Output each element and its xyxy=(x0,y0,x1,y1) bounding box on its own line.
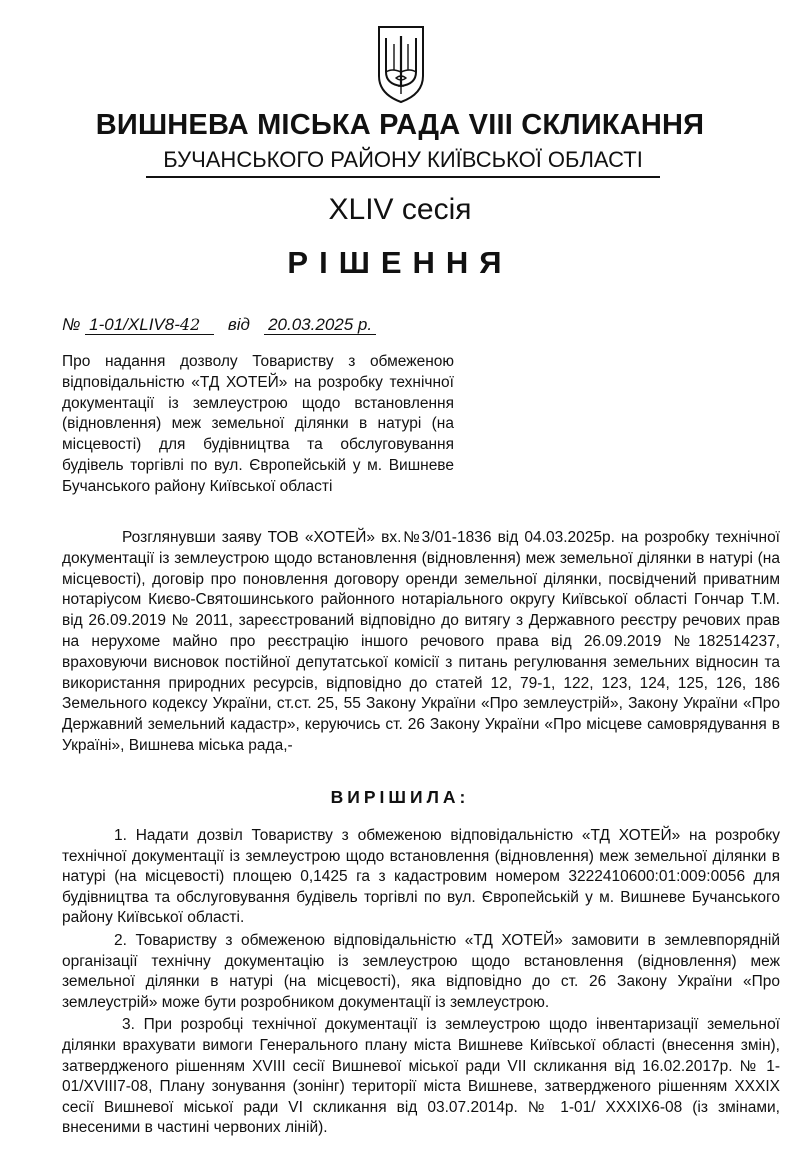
council-district: БУЧАНСЬКОГО РАЙОНУ КИЇВСЬКОЇ ОБЛАСТІ xyxy=(146,146,660,178)
number-prefix: № xyxy=(62,315,81,334)
subject-line: будівель торгівлі по вул. Європейській у м. Вишневе xyxy=(62,456,454,474)
subject-line: документації із землеустрою щодо встановлення xyxy=(62,394,454,412)
decision-item-3: 3. При розробці технічної документації із землеустрою щодо інвентаризації земельної ділянки врахувати вимоги Генерального плану міста Вишневе Київської області (внесення змін), затвердженого рішенням XVIII сесії Вишневої міської ради VII скликання від 16.02.2017р. № 1-01/XVIII7-08, Плану зонування (зонінг) території міста Вишневе, затвердженого рішенням XXXIX сесії Вишневої міської ради VI скликання від 03.07.2014р. № 1-01/ XXXIX6-08 (із змінами, внесеними в частині червоних ліній). xyxy=(62,1016,780,1137)
document-type-title: РІШЕННЯ xyxy=(287,245,513,280)
subject-line: Про надання дозволу Товариству з обмеженою xyxy=(62,353,454,370)
resolved-heading: ВИРІШИЛА: xyxy=(330,787,470,807)
decision-number-handwritten: 42 xyxy=(179,315,201,334)
decision-items xyxy=(62,826,780,1139)
decision-item-1: 1. Надати дозвіл Товариству з обмеженою відповідальністю «ТД ХОТЕЙ» на розробку технічної документації із землеустрою щодо встановлення (відновлення) меж земельної ділянки в натурі (на місцевості) площею 0,1425 га з кадастровим номером 3222410600:01:009:0056 для будівництва та обслуговування будівель торгівлі по вул. Європейській у м. Вишневе Бучанського району Київської області. xyxy=(62,827,780,927)
subject-line: (відновлення) меж земельної ділянки в натурі (на xyxy=(62,415,454,433)
subject-line: Бучанського району Київської області xyxy=(62,477,333,495)
subject-line: відповідальністю «ТД ХОТЕЙ» на розробку технічної xyxy=(62,373,454,391)
decision-date: 20.03.2025 р. xyxy=(264,315,376,335)
subject-line: місцевості) для будівництва та обслуговування xyxy=(62,436,454,454)
coat-of-arms-icon xyxy=(376,24,426,104)
date-from-label: від xyxy=(227,315,250,334)
decision-number-line xyxy=(62,313,376,337)
decision-subject xyxy=(62,352,454,498)
council-name: ВИШНЕВА МІСЬКА РАДА VIII СКЛИКАННЯ xyxy=(95,109,705,141)
session-title: XLIV сесія xyxy=(328,193,472,226)
preamble-paragraph: Розглянувши заяву ТОВ «ХОТЕЙ» вх.№3/01-1836 від 04.03.2025р. на розробку технічної документації із землеустрою щодо встановлення (відновлення) меж земельної ділянки в натурі (на місцевості), договір про поновлення договору оренди земельної ділянки, посвідчений приватним нотаріусом Києво-Святошинського районного нотаріального округу Київської області Гончар Т.М. від 26.09.2019 № 2011, зареєстрований відповідно до витягу з Державного реєстру речових прав на нерухоме майно про реєстрацію іншого речового права від 26.09.2019 №182514237, враховуючи висновок постійної депутатської комісії з питань регулювання земельних відносин та використання природних ресурсів, відповідно до статей 12, 79-1, 122, 123, 124, 125, 126, 186 Земельного кодексу України, ст.ст. 25, 55 Закону України «Про землеустрій», Закону України «Про Державний земельний кадастр», керуючись ст. 26 Закону України «Про місцеве самоврядування в Україні», Вишнева міська рада,- xyxy=(62,529,780,754)
decision-number-printed: 1-01/XLIV8- xyxy=(89,315,180,334)
decision-number xyxy=(85,315,214,335)
decision-item-2: 2. Товариству з обмеженою відповідальністю «ТД ХОТЕЙ» замовити в землевпорядній організації технічну документацію із землеустрою щодо встановлення (відновлення) меж земельної ділянки в натурі (на місцевості), яка відповідно до ст. 26 Закону України «Про землеустрій» може бути розробником документації із землеустрою. xyxy=(62,931,780,1011)
